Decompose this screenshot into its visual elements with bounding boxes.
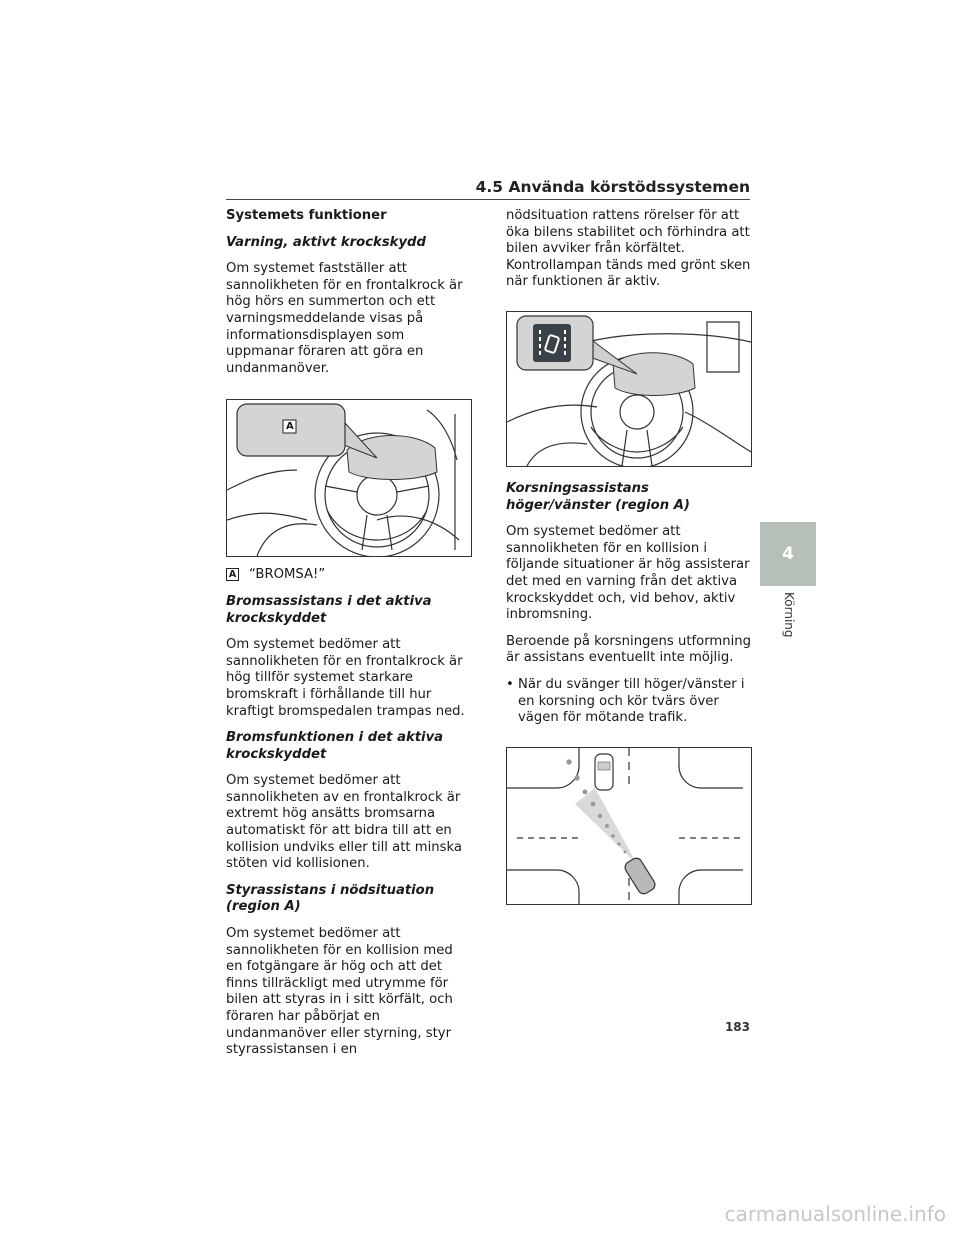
paragraph-warning: Om systemet fastställer att sannolikheten för en frontalkrock är hög hörs en summerton och ett varningsmeddelande visas på informationsdisplayen som uppmanar föraren att göra en undanmanöver.: [226, 261, 463, 376]
figure-callout-label: A: [286, 421, 294, 433]
heading-intersection-assist: Korsningsassistans höger/vänster (region A): [506, 480, 690, 513]
chapter-header: 4.5 Använda körstödssystemen: [475, 178, 750, 196]
bullet-mark: •: [506, 676, 514, 692]
paragraph-brake-assist: Om systemet bedömer att sannolikheten för en frontalkrock är hög tillför systemet starkare bromskraft i förhållande till hur kraftigt bromspedalen trampas ned.: [226, 637, 465, 719]
bullet-text: När du svänger till höger/vänster i en korsning och kör tvärs över vägen för mötande trafik.: [518, 676, 745, 726]
steering-wheel-figure: [226, 399, 472, 557]
indicator-illustration: [507, 312, 751, 466]
chapter-tab: 4: [760, 522, 816, 586]
bullet-item: [506, 677, 752, 727]
section-title: Systemets funktioner: [226, 208, 387, 223]
paragraph-brake-function: Om systemet bedömer att sannolikheten av en frontalkrock är extremt hög ansätts bromsarna automatiskt för att bidra till att en kollision undviks eller till att minska stöten vid kollisionen.: [226, 773, 462, 872]
heading-warning: Varning, aktivt krockskydd: [226, 234, 426, 250]
caption-label-box: A: [226, 568, 239, 581]
paragraph-intersection-note: Beroende på korsningens utformning är assistans eventuellt inte möjlig.: [506, 633, 751, 666]
watermark: carmanualsonline.info: [724, 1202, 946, 1226]
left-column: [226, 208, 472, 1069]
paragraph-steering-assist: Om systemet bedömer att sannolikheten för en kollision med en fotgängare är hög och att det finns tillräckligt med utrymme för bilen att styras in i sitt körfält, och föraren har påbörjat en undanmanöver eller styrning, styr styrassistansen i en: [226, 926, 453, 1058]
heading-brake-assist: Bromsassistans i det aktiva krockskyddet: [226, 593, 432, 626]
steering-wheel-illustration: [227, 400, 471, 556]
figure-caption: [226, 567, 472, 584]
paragraph-intersection-assist: Om systemet bedömer att sannolikheten för en kollision i följande situationer är hög assisterar det med en varning från det aktiva krockskyddet och, vid behov, aktiv inbromsning.: [506, 524, 750, 623]
paragraph-steering-continued: nödsituation rattens rörelser för att öka bilens stabilitet och förhindra att bilen avviker från körfältet. Kontrollampan tänds med grönt sken när funktionen är aktiv.: [506, 208, 751, 290]
page-number: 183: [724, 1020, 750, 1034]
heading-steering-assist: Styrassistans i nödsituation (region A): [226, 882, 435, 915]
indicator-figure: [506, 311, 752, 467]
intersection-illustration: [507, 748, 751, 904]
caption-text: “BROMSA!”: [249, 567, 326, 583]
heading-brake-function: Bromsfunktionen i det aktiva krockskyddet: [226, 730, 444, 762]
chapter-tab-label: Körning: [782, 592, 796, 638]
right-column: [506, 208, 752, 915]
intersection-figure: [506, 747, 752, 905]
header-divider: [226, 199, 750, 200]
